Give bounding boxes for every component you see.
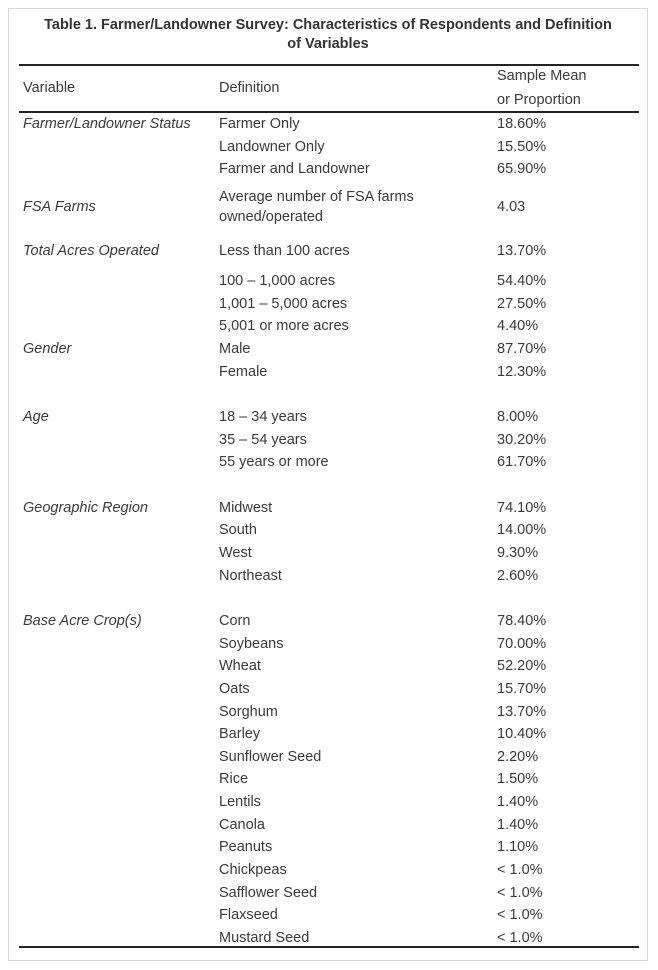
table-row [0, 859, 658, 881]
definition-cell: 100 – 1,000 acres [219, 273, 336, 289]
value-cell: 15.70% [497, 681, 547, 697]
value-cell: 8.00% [497, 409, 539, 425]
value-cell: 61.70% [497, 454, 547, 470]
definition-cell: Less than 100 acres [219, 243, 350, 259]
variable-cell: Base Acre Crop(s) [23, 613, 142, 629]
table-row [0, 186, 658, 225]
table-row [0, 678, 658, 700]
definition-cell: Lentils [219, 794, 261, 810]
value-cell: 74.10% [497, 500, 547, 516]
definition-cell: Sorghum [219, 704, 278, 720]
value-cell: 13.70% [497, 243, 547, 259]
value-cell: < 1.0% [497, 930, 543, 946]
table-row [0, 293, 658, 315]
value-cell: 27.50% [497, 296, 547, 312]
table-title [12, 16, 644, 54]
table-row [0, 610, 658, 632]
table-row [0, 519, 658, 541]
bottom-rule [19, 946, 639, 948]
value-cell: 70.00% [497, 636, 547, 652]
table-row [0, 542, 658, 564]
definition-cell: Sunflower Seed [219, 749, 322, 765]
definition-cell: Wheat [219, 658, 261, 674]
table-row [0, 315, 658, 337]
value-cell: 10.40% [497, 726, 547, 742]
definition-cell: 35 – 54 years [219, 432, 307, 448]
variable-cell: Total Acres Operated [23, 243, 159, 259]
table-row [0, 791, 658, 813]
value-cell: 30.20% [497, 432, 547, 448]
value-cell: 4.40% [497, 318, 539, 334]
definition-cell-line-2: owned/operated [219, 209, 323, 225]
table-row [0, 113, 658, 135]
definition-cell: West [219, 545, 252, 561]
table-row [0, 836, 658, 858]
definition-cell: Mustard Seed [219, 930, 310, 946]
definition-cell: Oats [219, 681, 250, 697]
table-row [0, 723, 658, 745]
table-row [0, 565, 658, 587]
table-row [0, 136, 658, 158]
definition-cell: Flaxseed [219, 907, 278, 923]
table-row [0, 270, 658, 292]
value-cell: 65.90% [497, 161, 547, 177]
definition-cell: Midwest [219, 500, 273, 516]
definition-cell: Farmer and Landowner [219, 161, 370, 177]
definition-cell: 55 years or more [219, 454, 329, 470]
value-cell: 14.00% [497, 522, 547, 538]
table-row [0, 158, 658, 180]
definition-cell: Northeast [219, 568, 282, 584]
title-line-2: of Variables [287, 36, 369, 52]
table-row [0, 814, 658, 836]
value-cell: 2.60% [497, 568, 539, 584]
value-cell: 2.20% [497, 749, 539, 765]
value-cell: 78.40% [497, 613, 547, 629]
definition-cell: 18 – 34 years [219, 409, 307, 425]
variable-cell: FSA Farms [23, 199, 96, 215]
value-cell: 4.03 [497, 199, 526, 215]
value-cell: 13.70% [497, 704, 547, 720]
table-row [0, 429, 658, 451]
variable-cell: Age [23, 409, 49, 425]
value-cell: 12.30% [497, 364, 547, 380]
value-cell: 1.50% [497, 771, 539, 787]
definition-cell: Farmer Only [219, 116, 300, 132]
table-row [0, 451, 658, 473]
value-cell: < 1.0% [497, 907, 543, 923]
value-cell: 18.60% [497, 116, 547, 132]
table-row [0, 701, 658, 723]
value-cell: 54.40% [497, 273, 547, 289]
value-cell: 9.30% [497, 545, 539, 561]
variable-cell: Farmer/Landowner Status [23, 116, 191, 132]
value-cell: 1.10% [497, 839, 539, 855]
table-row [0, 904, 658, 926]
definition-cell: Chickpeas [219, 862, 287, 878]
definition-cell: Female [219, 364, 268, 380]
definition-cell: Corn [219, 613, 251, 629]
definition-cell: Canola [219, 817, 265, 833]
header-value-line-1: Sample Mean [497, 68, 587, 84]
variable-cell: Geographic Region [23, 500, 148, 516]
table-row [0, 361, 658, 383]
definition-cell: Male [219, 341, 251, 357]
value-cell: < 1.0% [497, 885, 543, 901]
variable-cell: Gender [23, 341, 72, 357]
definition-cell: Average number of FSA farms [219, 189, 414, 205]
value-cell: 1.40% [497, 794, 539, 810]
table-row [0, 746, 658, 768]
table-row [0, 882, 658, 904]
definition-cell: Rice [219, 771, 249, 787]
table-row [0, 655, 658, 677]
definition-cell: Landowner Only [219, 139, 325, 155]
definition-cell: South [219, 522, 257, 538]
table-row [0, 240, 658, 262]
table-row [0, 338, 658, 360]
table-row [0, 406, 658, 428]
definition-cell: 1,001 – 5,000 acres [219, 296, 348, 312]
value-cell: 52.20% [497, 658, 547, 674]
value-cell: 15.50% [497, 139, 547, 155]
header-variable: Variable [23, 80, 76, 96]
definition-cell: Peanuts [219, 839, 273, 855]
header-value-line-2: or Proportion [497, 92, 581, 108]
value-cell: 1.40% [497, 817, 539, 833]
table-row [0, 633, 658, 655]
definition-cell: Soybeans [219, 636, 284, 652]
value-cell: < 1.0% [497, 862, 543, 878]
table-row [0, 768, 658, 790]
definition-cell: Safflower Seed [219, 885, 318, 901]
table-row [0, 497, 658, 519]
title-line-1: Table 1. Farmer/Landowner Survey: Characteristics of Respondents and Definition [44, 17, 612, 33]
definition-cell: 5,001 or more acres [219, 318, 349, 334]
header-definition: Definition [219, 80, 280, 96]
definition-cell: Barley [219, 726, 261, 742]
value-cell: 87.70% [497, 341, 547, 357]
